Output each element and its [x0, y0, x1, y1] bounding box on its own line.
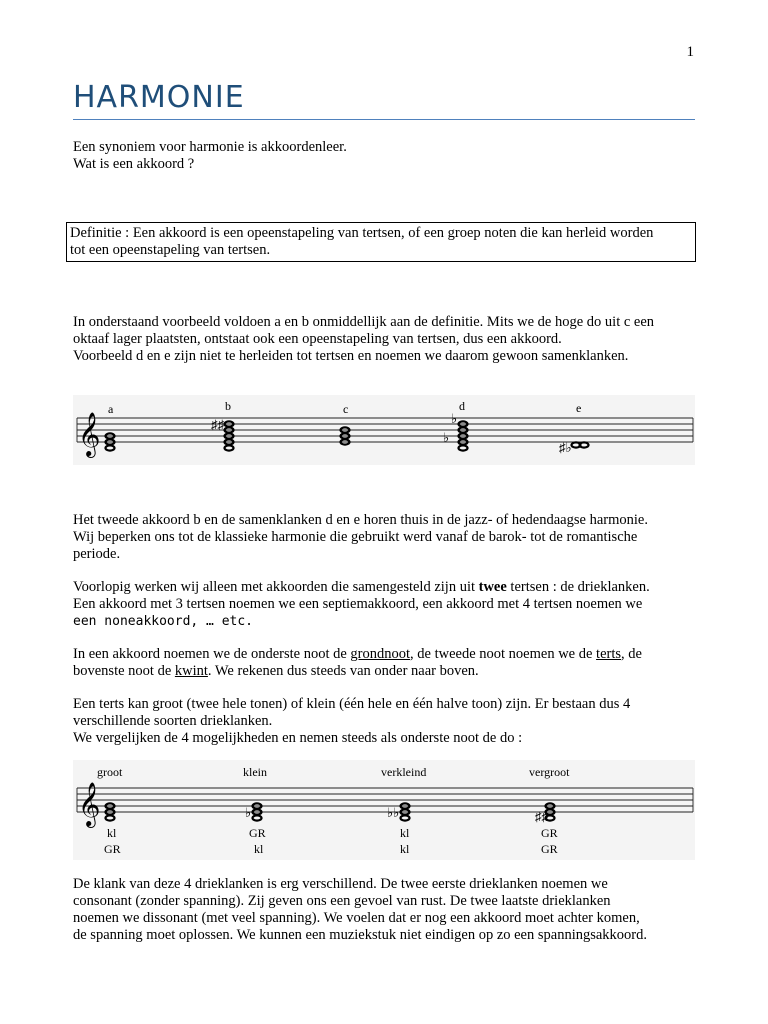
- paragraph-3: [73, 579, 698, 630]
- text-line: Voorlopig werken wij alleen met akkoorden die samengesteld zijn uit twee tertsen : de drieklanken.: [73, 579, 650, 595]
- paragraph-2: [73, 512, 698, 563]
- text-line: noemen we dissonant (met veel spanning). We voelen dat er nog een akkoord moet achter komen,: [73, 910, 640, 926]
- text-line: verschillende soorten drieklanken.: [73, 713, 273, 729]
- definition-line: Definitie : Een akkoord is een opeenstapeling van tertsen, of een groep noten die kan herleid worden: [70, 225, 654, 241]
- text-line: de spanning moet oplossen. We kunnen een muziekstuk niet eindigen op zo een spanningsakkoord.: [73, 927, 648, 943]
- sharp-icon: ♯♯: [535, 809, 548, 824]
- chord-name: vergroot: [529, 765, 570, 779]
- interval-label: GR: [541, 842, 558, 856]
- interval-label: GR: [104, 842, 121, 856]
- paragraph-6: [73, 876, 698, 944]
- flat-icon: ♭: [443, 430, 450, 445]
- text-line: bovenste noot de kwint. We rekenen dus steeds van onder naar boven.: [73, 663, 479, 679]
- text-line: Een terts kan groot (twee hele tonen) of klein (één hele en één halve toon) zijn. Er bestaan dus 4: [73, 696, 631, 712]
- interval-label: kl: [254, 842, 264, 856]
- paragraph-4: [73, 646, 698, 680]
- term-grondnoot: grondnoot: [350, 646, 411, 662]
- interval-label: kl: [400, 842, 410, 856]
- music-example-2: [73, 760, 695, 860]
- definition-box: [66, 222, 696, 262]
- chord-label: d: [459, 399, 465, 413]
- term-terts: terts: [596, 646, 622, 662]
- title-rule: [73, 119, 695, 120]
- flat-icon: ♭: [451, 411, 458, 426]
- text-line: Het tweede akkoord b en de samenklanken d en e horen thuis in de jazz- of hedendaagse harmonie.: [73, 512, 648, 528]
- interval-label: GR: [541, 826, 558, 840]
- chord-label: e: [576, 401, 582, 415]
- sharp-icon: ♯♯: [211, 417, 224, 432]
- interval-label: kl: [107, 826, 117, 840]
- chord-name: klein: [243, 765, 267, 779]
- intro-paragraph: [73, 139, 698, 173]
- treble-clef-icon: 𝄞: [78, 784, 101, 826]
- page-title: HARMONIE: [73, 80, 245, 115]
- term-kwint: kwint: [174, 663, 208, 679]
- flat-icon: ♭♭: [387, 805, 400, 820]
- chord-label: a: [108, 402, 114, 416]
- text-line: Voorbeeld d en e zijn niet te herleiden tot tertsen en noemen we daarom gewoon samenklanken.: [73, 348, 629, 364]
- interval-label: kl: [400, 826, 410, 840]
- text-line: consonant (zonder spanning). Zij geven ons een gevoel van rust. De twee laatste drieklanken: [73, 893, 611, 909]
- text-line: In onderstaand voorbeeld voldoen a en b onmiddellijk aan de definitie. Mits we de hoge do uit c een: [73, 314, 655, 330]
- paragraph-5: [73, 696, 698, 747]
- definition-line: tot een opeenstapeling van tertsen.: [70, 242, 271, 258]
- text-line: een noneakkoord, … etc.: [73, 614, 254, 629]
- paragraph-1: [73, 314, 698, 365]
- text-line: In een akkoord noemen we de onderste noot de grondnoot, de tweede noot noemen we de terts, de: [73, 646, 642, 662]
- chord-name: groot: [97, 765, 123, 779]
- treble-clef-icon: 𝄞: [78, 414, 101, 456]
- text-line: We vergelijken de 4 mogelijkheden en nemen steeds als onderste noot de do :: [73, 730, 523, 746]
- intro-line: Een synoniem voor harmonie is akkoordenleer.: [73, 139, 347, 155]
- sharp-icon: ♯♭: [559, 440, 572, 455]
- text-line: De klank van deze 4 drieklanken is erg verschillend. De twee eerste drieklanken noemen we: [73, 876, 608, 892]
- chord-label: c: [343, 402, 349, 416]
- page-number: 1: [686, 44, 694, 60]
- chord-label: b: [225, 399, 231, 413]
- flat-icon: ♭: [245, 805, 252, 820]
- interval-label: GR: [249, 826, 266, 840]
- text-line: Een akkoord met 3 tertsen noemen we een septiemakkoord, een akkoord met 4 tertsen noemen we: [73, 596, 643, 612]
- chord-name: verkleind: [381, 765, 427, 779]
- intro-line: Wat is een akkoord ?: [73, 156, 195, 172]
- text-line: oktaaf lager plaatsten, ontstaat ook een opeenstapeling van tertsen, dus een akkoord.: [73, 331, 562, 347]
- text-line: Wij beperken ons tot de klassieke harmonie die gebruikt werd vanaf de barok- tot de romantische: [73, 529, 638, 545]
- music-example-1: [73, 395, 695, 465]
- text-line: periode.: [73, 546, 121, 562]
